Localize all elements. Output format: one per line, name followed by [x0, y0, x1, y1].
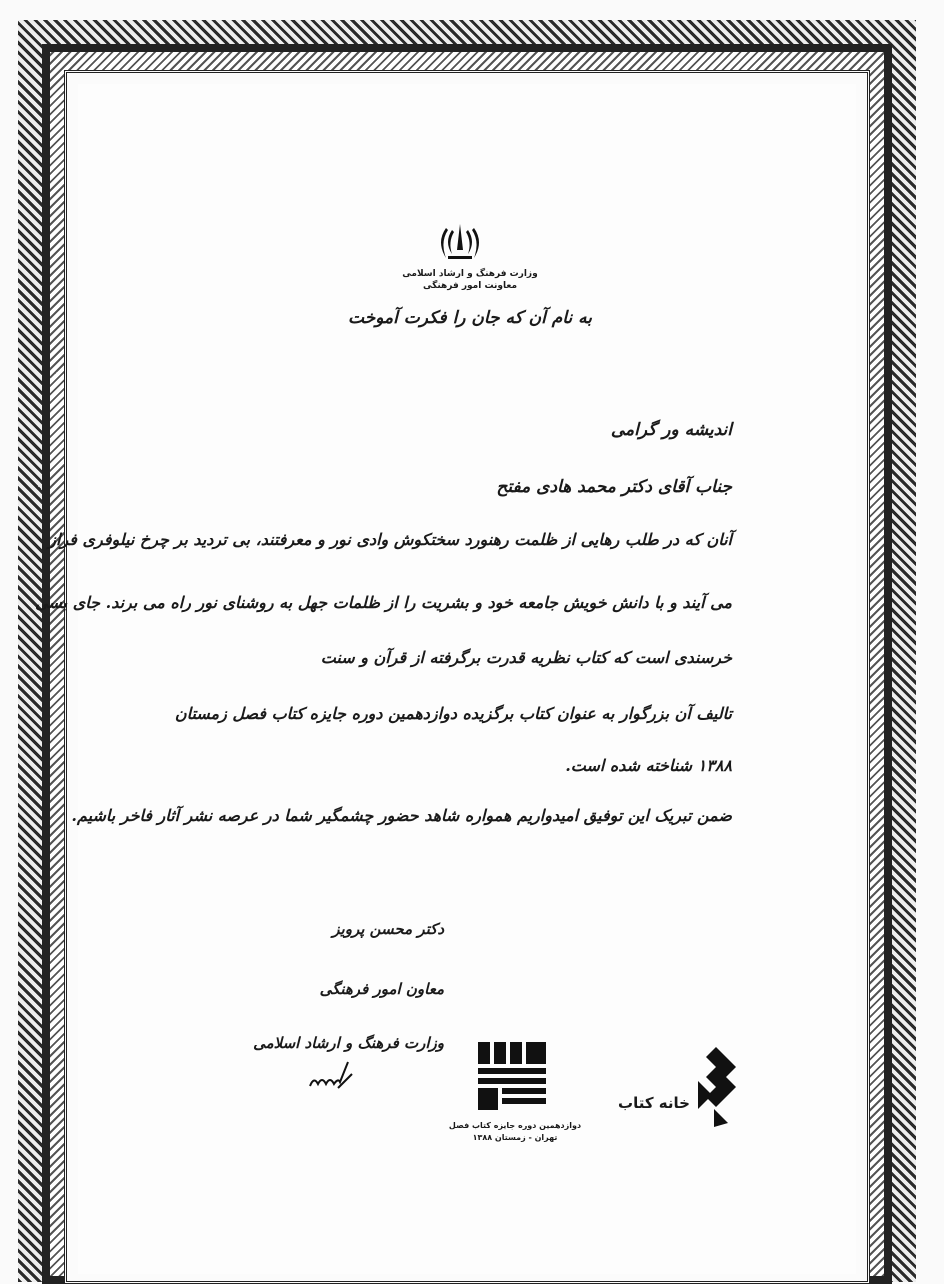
body-line: تالیف آن بزرگوار به عنوان کتاب برگزیده دوازدهمین دوره جایزه کتاب فصل زمستان [174, 704, 732, 723]
body-line: ۱۳۸۸ شناخته شده است. [565, 756, 732, 775]
khane-ketab-logo-icon [692, 1045, 742, 1127]
ministry-header [380, 268, 560, 292]
signatory-name: دکتر محسن پرویز [332, 920, 444, 938]
award-caption [440, 1120, 590, 1144]
khane-ketab-label: خانه کتاب [618, 1094, 690, 1112]
body-line: ضمن تبریک این توفیق امیدواریم همواره شاهد حضور چشمگیر شما در عرصه نشر آثار فاخر باشیم. [71, 806, 732, 825]
invocation: به نام آن که جان را فکرت آموخت [348, 308, 592, 328]
award-caption-line2: تهران - زمستان ۱۳۸۸ [472, 1133, 558, 1142]
ministry-line2: معاونت امور فرهنگی [422, 281, 518, 291]
addressee: جناب آقای دکتر محمد هادی مفتح [496, 477, 732, 497]
iran-emblem-icon [430, 220, 490, 264]
signatory-title: معاون امور فرهنگی [319, 980, 444, 998]
body-line: خرسندی است که کتاب نظریه قدرت برگرفته از قرآن و سنت [320, 648, 732, 667]
award-caption-line1: دوازدهمین دوره جایزه کتاب فصل [448, 1121, 582, 1130]
body-line: آنان که در طلب رهایی از ظلمت رهنورد سختکوش وادی نور و معرفتند، بی تردید بر چرخ نیلوفری فراز [48, 530, 732, 549]
handwritten-signature [308, 1058, 358, 1094]
ministry-line1: وزارت فرهنگ و ارشاد اسلامی [402, 269, 538, 279]
signatory-org: وزارت فرهنگ و ارشاد اسلامی [253, 1034, 444, 1052]
body-line: می آیند و با دانش خویش جامعه خود و بشریت را از ظلمات جهل به روشنای نور راه می برند. جای بسی [35, 593, 732, 612]
salutation: اندیشه ور گرامی [610, 420, 732, 440]
award-logo-icon [476, 1040, 548, 1112]
